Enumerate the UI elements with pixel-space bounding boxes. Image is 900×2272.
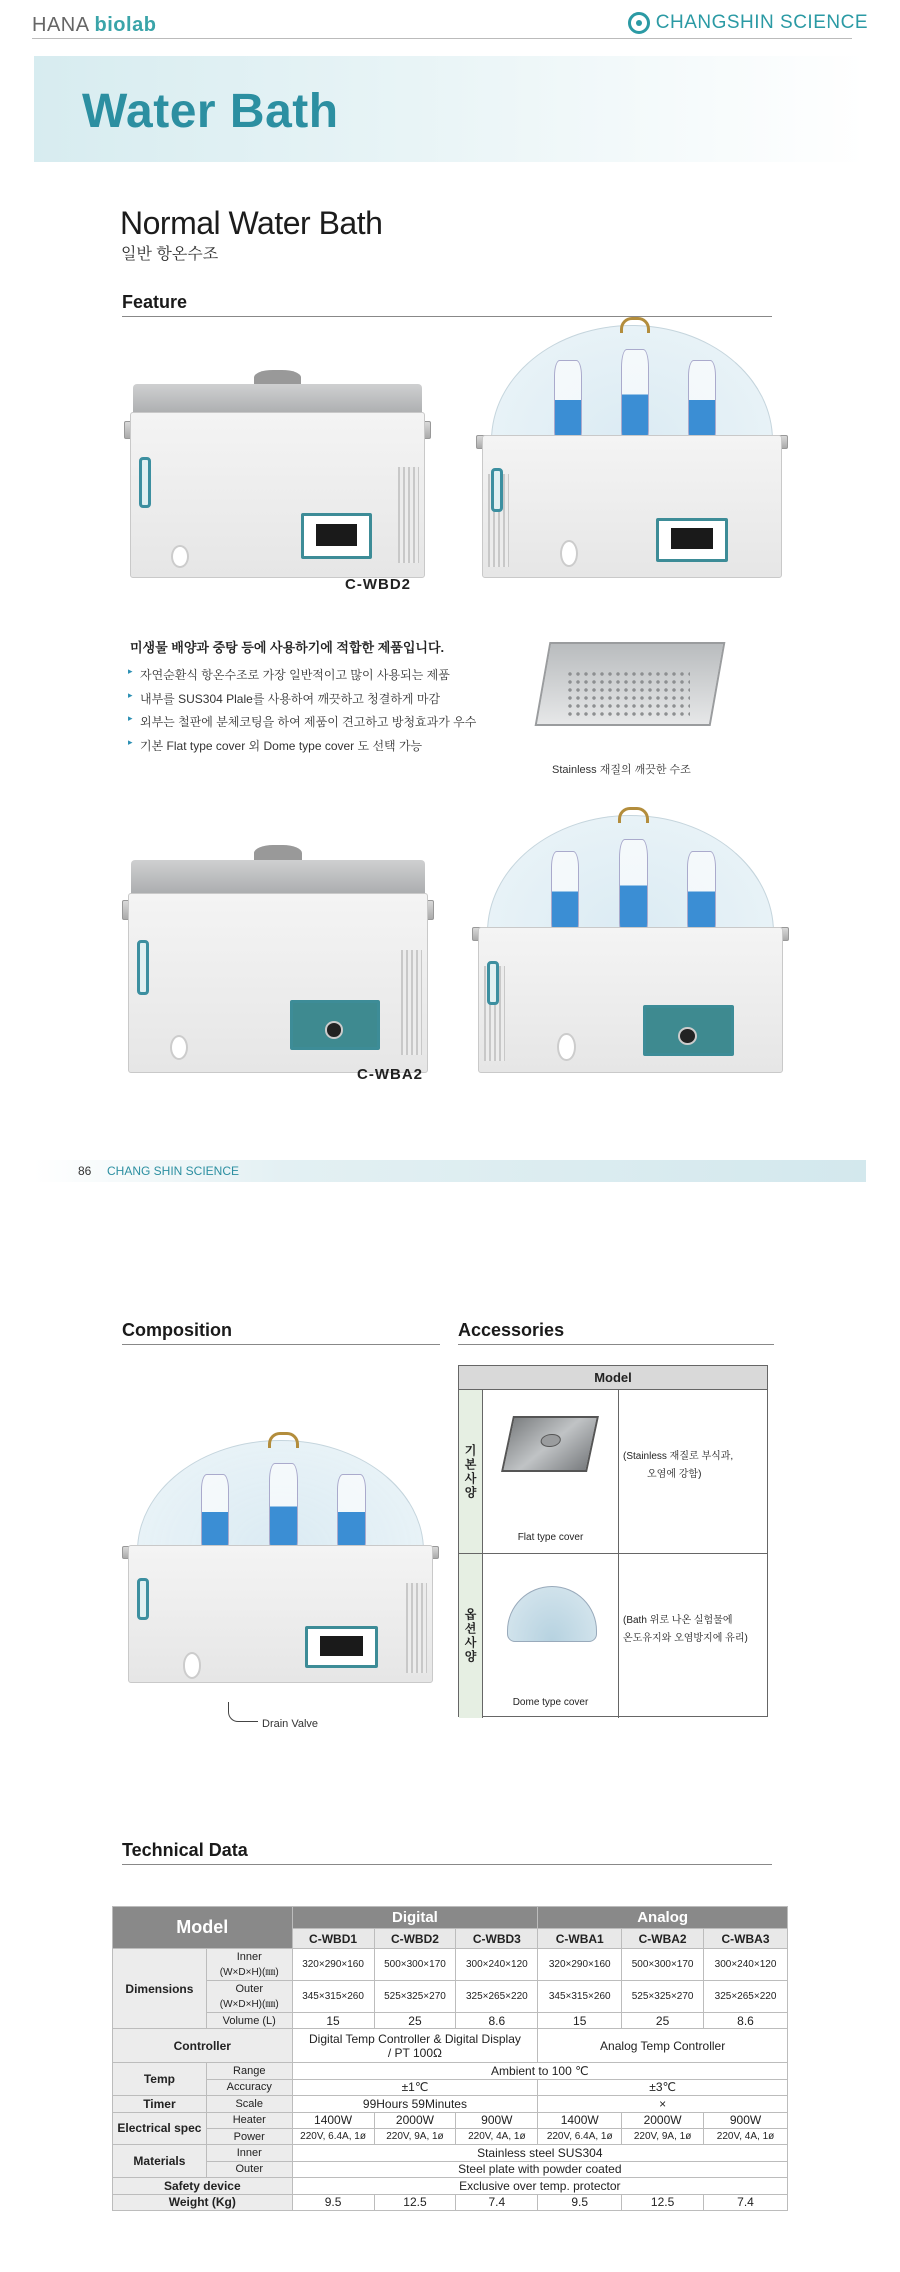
table-cell: 500×300×170 <box>622 1949 704 1981</box>
row-label-inner: Inner (W×D×H)(㎜) <box>206 1949 292 1981</box>
drain-valve-label: Drain Valve <box>262 1718 319 1730</box>
accessory-row-standard <box>459 1390 767 1554</box>
table-cell: Steel plate with powder coated <box>292 2161 787 2177</box>
accessory-row-option <box>459 1554 767 1718</box>
row-label-safety: Safety device <box>113 2178 293 2194</box>
table-cell: 220V, 4A, 1ø <box>456 2128 538 2144</box>
table-cell: 15 <box>292 2013 374 2029</box>
composition-rule <box>122 1344 440 1345</box>
row-label-accuracy: Accuracy <box>206 2079 292 2095</box>
product-image-dome-analog <box>478 815 783 1095</box>
table-cell: 2000W <box>622 2112 704 2128</box>
model-col-header: C-WBD3 <box>456 1929 538 1949</box>
table-cell: 9.5 <box>538 2194 622 2210</box>
model-col-header: C-WBA3 <box>704 1929 788 1949</box>
model-col-header: C-WBD2 <box>374 1929 456 1949</box>
table-cell: ±1℃ <box>292 2079 538 2095</box>
row-label-electrical: Electrical spec <box>113 2112 207 2145</box>
product-title: Normal Water Bath <box>120 205 383 241</box>
page-footer-brand: CHANG SHIN SCIENCE <box>107 1164 240 1178</box>
label-c-wbd2: C-WBD2 <box>345 576 411 593</box>
table-cell: 2000W <box>374 2112 456 2128</box>
table-cell: 12.5 <box>622 2194 704 2210</box>
row-label-volume: Volume (L) <box>206 2013 292 2029</box>
accessories-section-title: Accessories <box>458 1320 565 1340</box>
product-image-wbd2 <box>130 370 425 600</box>
table-cell: 220V, 9A, 1ø <box>622 2128 704 2144</box>
table-cell: 525×325×270 <box>374 1981 456 2013</box>
row-label-mat-outer: Outer <box>206 2161 292 2177</box>
table-cell: Digital Temp Controller & Digital Display / PT 100Ω <box>292 2029 538 2063</box>
drain-valve-pointer <box>228 1702 258 1722</box>
table-cell: 25 <box>622 2013 704 2029</box>
digital-group-header: Digital <box>292 1907 538 1929</box>
table-cell: 99Hours 59Minutes <box>292 2096 538 2112</box>
table-cell: 525×325×270 <box>622 1981 704 2013</box>
product-image-dome-digital <box>482 325 782 600</box>
table-cell: 1400W <box>292 2112 374 2128</box>
accessory-side-label: 옵션사양 <box>459 1554 483 1718</box>
feature-rule <box>122 316 772 317</box>
model-col-header: C-WBA1 <box>538 1929 622 1949</box>
row-label-range: Range <box>206 2063 292 2079</box>
row-label-materials: Materials <box>113 2145 207 2178</box>
table-cell: 900W <box>704 2112 788 2128</box>
accessories-table <box>458 1365 768 1717</box>
table-cell: 325×265×220 <box>456 1981 538 2013</box>
table-cell: 220V, 9A, 1ø <box>374 2128 456 2144</box>
stainless-tray-image <box>530 628 730 748</box>
table-cell: × <box>538 2096 788 2112</box>
table-cell: 12.5 <box>374 2194 456 2210</box>
model-col-header: C-WBD1 <box>292 1929 374 1949</box>
technical-data-table <box>112 1906 788 2211</box>
table-cell: Exclusive over temp. protector <box>292 2178 787 2194</box>
accessories-table-header: Model <box>459 1366 767 1390</box>
table-cell: 9.5 <box>292 2194 374 2210</box>
table-cell: 15 <box>538 2013 622 2029</box>
hana-logo-prefix: HANA <box>32 14 95 36</box>
feature-section-title: Feature <box>122 292 188 312</box>
banner-title: Water Bath <box>82 85 339 138</box>
table-cell: 220V, 6.4A, 1ø <box>292 2128 374 2144</box>
table-cell: 345×315×260 <box>292 1981 374 2013</box>
table-cell: 1400W <box>538 2112 622 2128</box>
flat-cover-image <box>483 1390 619 1553</box>
feature-item: ▸ 기본 Flat type cover 외 Dome type cover 도 선택 가능 <box>128 735 476 759</box>
header-rule <box>32 38 852 39</box>
accessory-side-label: 기본사양 <box>459 1390 483 1553</box>
table-cell: 25 <box>374 2013 456 2029</box>
row-label-heater: Heater <box>206 2112 292 2128</box>
dome-cover-caption: Dome type cover <box>512 1697 589 1708</box>
table-cell: 500×300×170 <box>374 1949 456 1981</box>
dome-cover-image <box>483 1554 619 1718</box>
table-cell: Analog Temp Controller <box>538 2029 788 2063</box>
table-cell: 900W <box>456 2112 538 2128</box>
table-cell: 8.6 <box>704 2013 788 2029</box>
table-cell: 320×290×160 <box>538 1949 622 1981</box>
composition-section-title: Composition <box>122 1320 232 1340</box>
feature-item: ▸ 외부는 철판에 분체코팅을 하여 제품이 견고하고 방청효과가 우수 <box>128 711 476 735</box>
product-subtitle: 일반 항온수조 <box>121 246 219 263</box>
hana-biolab-logo <box>32 14 156 37</box>
page-header <box>32 8 868 42</box>
changshin-logo-text: CHANGSHIN SCIENCE <box>655 12 868 33</box>
table-cell: 320×290×160 <box>292 1949 374 1981</box>
table-cell: 7.4 <box>704 2194 788 2210</box>
accessory-description: (Bath 위로 나온 실험물에 온도유지와 오염방지에 유리) <box>623 1615 748 1644</box>
product-image-wba2 <box>128 845 428 1095</box>
feature-item: ▸ 자연순환식 항온수조로 가장 일반적이고 많이 사용되는 제품 <box>128 664 476 688</box>
table-cell: 7.4 <box>456 2194 538 2210</box>
feature-item: ▸ 내부를 SUS304 Plale를 사용하여 깨끗하고 청결하게 마감 <box>128 688 476 712</box>
changshin-logo <box>628 12 868 34</box>
model-header: Model <box>113 1907 293 1949</box>
composition-product-image <box>128 1440 433 1705</box>
table-cell: 345×315×260 <box>538 1981 622 2013</box>
title-banner <box>34 56 866 162</box>
technical-section-title: Technical Data <box>122 1840 248 1860</box>
flat-cover-caption: Flat type cover <box>517 1532 584 1543</box>
model-col-header: C-WBA2 <box>622 1929 704 1949</box>
row-label-power: Power <box>206 2128 292 2144</box>
circle-logo-icon <box>628 12 650 34</box>
accessory-description: (Stainless 재질로 부식과, 오염에 강함) <box>623 1451 734 1480</box>
label-c-wba2: C-WBA2 <box>357 1066 423 1083</box>
table-cell: 300×240×120 <box>704 1949 788 1981</box>
row-label-temp: Temp <box>113 2063 207 2096</box>
analog-group-header: Analog <box>538 1907 788 1929</box>
row-label-outer: Outer (W×D×H)(㎜) <box>206 1981 292 2013</box>
table-cell: 220V, 6.4A, 1ø <box>538 2128 622 2144</box>
page-number: 86 <box>78 1164 92 1178</box>
feature-headline: 미생물 배양과 중탕 등에 사용하기에 적합한 제품입니다. <box>130 640 445 655</box>
table-cell: 325×265×220 <box>704 1981 788 2013</box>
feature-list <box>128 664 476 758</box>
row-label-dimensions: Dimensions <box>113 1949 207 2029</box>
tray-caption: Stainless 재질의 깨끗한 수조 <box>552 764 691 776</box>
table-cell: ±3℃ <box>538 2079 788 2095</box>
table-cell: 220V, 4A, 1ø <box>704 2128 788 2144</box>
hana-logo-lab: lab <box>126 14 157 36</box>
table-cell: 300×240×120 <box>456 1949 538 1981</box>
accessories-rule <box>458 1344 774 1345</box>
row-label-timer: Timer <box>113 2096 207 2112</box>
row-label-scale: Scale <box>206 2096 292 2112</box>
row-label-mat-inner: Inner <box>206 2145 292 2161</box>
table-cell: Stainless steel SUS304 <box>292 2145 787 2161</box>
table-cell: Ambient to 100 ℃ <box>292 2063 787 2079</box>
hana-logo-bio: bio <box>94 14 127 36</box>
row-label-controller: Controller <box>113 2029 293 2063</box>
table-cell: 8.6 <box>456 2013 538 2029</box>
row-label-weight: Weight (Kg) <box>113 2194 293 2210</box>
technical-rule <box>122 1864 772 1865</box>
